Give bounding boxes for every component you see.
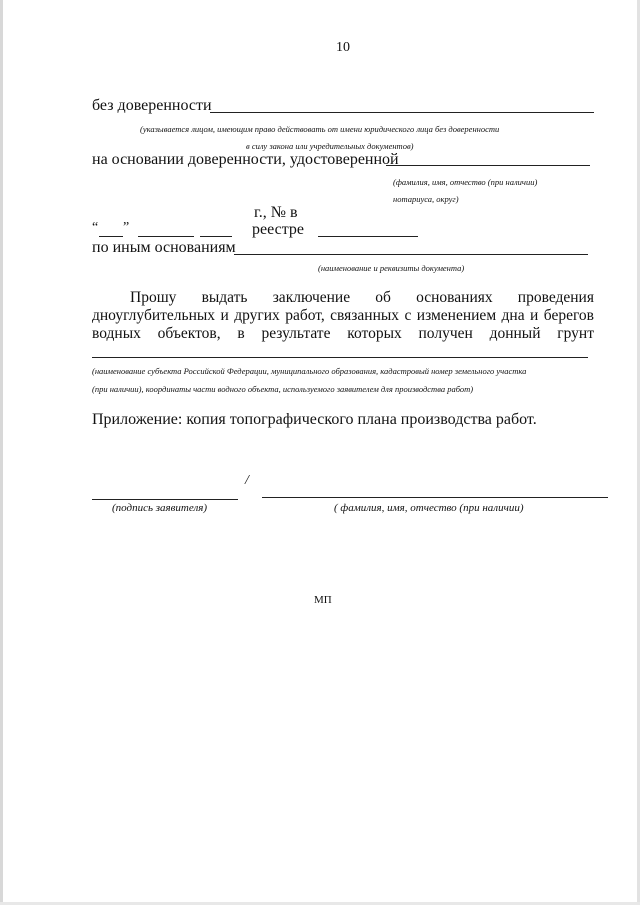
name-label: ( фамилия, имя, отчество (при наличии) [334, 502, 524, 514]
name-line [262, 497, 608, 498]
stamp-placeholder: МП [314, 594, 332, 606]
page-number: 10 [336, 40, 350, 55]
date-year-line [200, 236, 232, 237]
page-edge-left [0, 0, 3, 905]
other-grounds-line [234, 254, 588, 255]
without-poa-note-2: в силу закона или учредительных документов) [246, 141, 414, 151]
request-note-1: (наименование субъекта Российской Федерации, муниципального образования, кадастровый номер земельного участка [92, 366, 527, 376]
attachment-text: Приложение: копия топографического плана производства работ. [92, 411, 537, 428]
date-day-line [99, 236, 123, 237]
without-poa-label: без доверенности [92, 97, 212, 114]
without-poa-line [210, 112, 594, 113]
request-line-1: Прошу выдать заключение об основаниях проведения [130, 289, 594, 306]
other-grounds-label: по иным основаниям [92, 239, 236, 256]
date-quote-close: ” [123, 220, 130, 235]
poa-label: на основании доверенности, удостоверенной [92, 151, 399, 168]
registry-number-line [318, 236, 418, 237]
date-month-line [138, 236, 194, 237]
request-line-3: водных объектов, в результате которых получен донный грунт [92, 325, 594, 342]
signature-line [92, 499, 238, 500]
poa-note-2: нотариуса, округ) [393, 194, 459, 204]
request-note-2: (при наличии), координаты части водного объекта, используемого заявителем для производства работ) [92, 384, 474, 394]
signature-label: (подпись заявителя) [112, 502, 208, 514]
other-grounds-note: (наименование и реквизиты документа) [318, 263, 465, 273]
signature-slash: / [245, 473, 249, 488]
poa-registry: реестре [252, 221, 304, 238]
request-subject-line [92, 357, 588, 358]
date-quote-open: “ [92, 220, 99, 235]
poa-year-number: г., № в [254, 204, 298, 221]
poa-line [386, 165, 590, 166]
poa-note-1: (фамилия, имя, отчество (при наличии) [393, 177, 538, 187]
without-poa-note-1: (указывается лицом, имеющим право действовать от имени юридического лица без доверенности [140, 124, 500, 134]
request-line-2: дноуглубительных и других работ, связанных с изменением дна и берегов [92, 307, 594, 324]
